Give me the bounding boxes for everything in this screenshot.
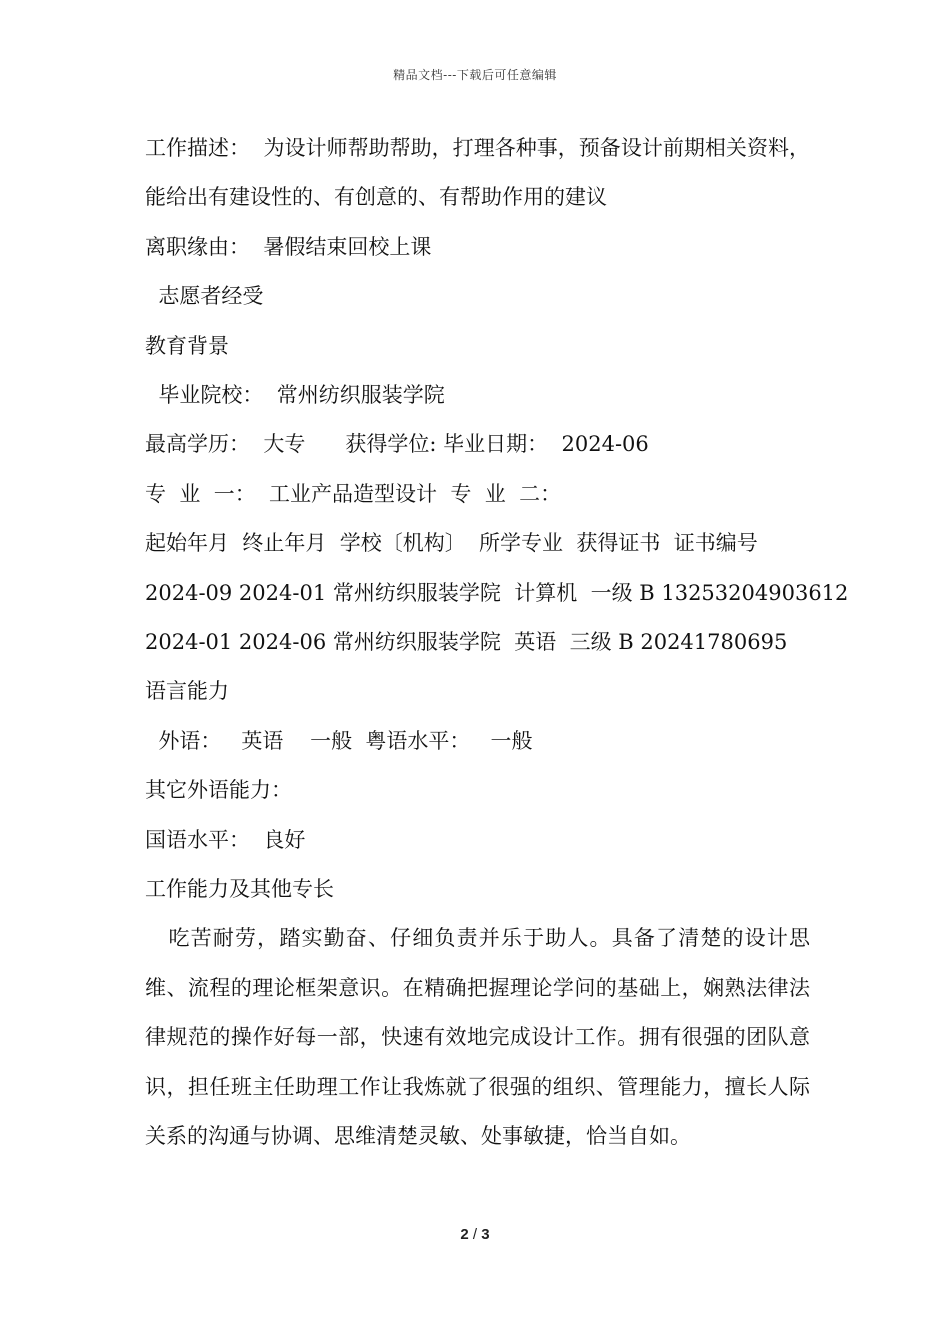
page-header: 精品文档---下载后可任意编辑: [393, 68, 557, 82]
skills-paragraph: 吃苦耐劳，踏实勤奋、仔细负责并乐于助人。具备了清楚的设计思维、流程的理论框架意识。在精确把握理论学问的基础上，娴熟法律法律规范的操作好每一部，快速有效地完成设计工作。拥有很强的团队意识，担任班主任助理工作让我炼就了很强的组织、管理能力，擅长人际关系的沟通与协调、思维清楚灵敏、处事敏捷，恰当自如。: [145, 926, 811, 1148]
skills-heading: 工作能力及其他专长: [145, 876, 334, 901]
majors: 专 业 一： 工业产品造型设计 专 业 二：: [145, 481, 562, 506]
volunteer-heading: 志愿者经受: [145, 284, 264, 309]
highest-degree: 最高学历： 大专 获得学位: 毕业日期： 2024-06: [145, 432, 649, 457]
job-description: 工作描述： 为设计师帮助帮助，打理各种事，预备设计前期相关资料，能给出有建设性的、有创意的、有帮助作用的建议: [145, 136, 810, 210]
document-body: [145, 124, 849, 1161]
page-current: 2: [460, 1226, 469, 1243]
page-separator: /: [472, 1226, 478, 1243]
cert-table-header: 起始年月 终止年月 学校〔机构〕 所学专业 获得证书 证书编号: [145, 531, 758, 556]
page-total: 3: [481, 1226, 490, 1243]
other-foreign-language: 其它外语能力：: [145, 778, 292, 803]
cert-row: 2024-01 2024-06 常州纺织服装学院 英语 三级 B 20241780695: [145, 629, 788, 654]
cert-row: 2024-09 2024-01 常州纺织服装学院 计算机 一级 B 13253204903612: [145, 580, 849, 605]
language-heading: 语言能力: [145, 679, 229, 704]
page-number: [0, 1226, 950, 1243]
education-heading: 教育背景: [145, 333, 229, 358]
graduate-school: 毕业院校： 常州纺织服装学院: [145, 382, 445, 407]
leave-reason: 离职缘由： 暑假结束回校上课: [145, 234, 432, 259]
mandarin-level: 国语水平： 良好: [145, 827, 306, 852]
foreign-language: 外语： 英语 一般 粤语水平： 一般: [145, 728, 533, 753]
